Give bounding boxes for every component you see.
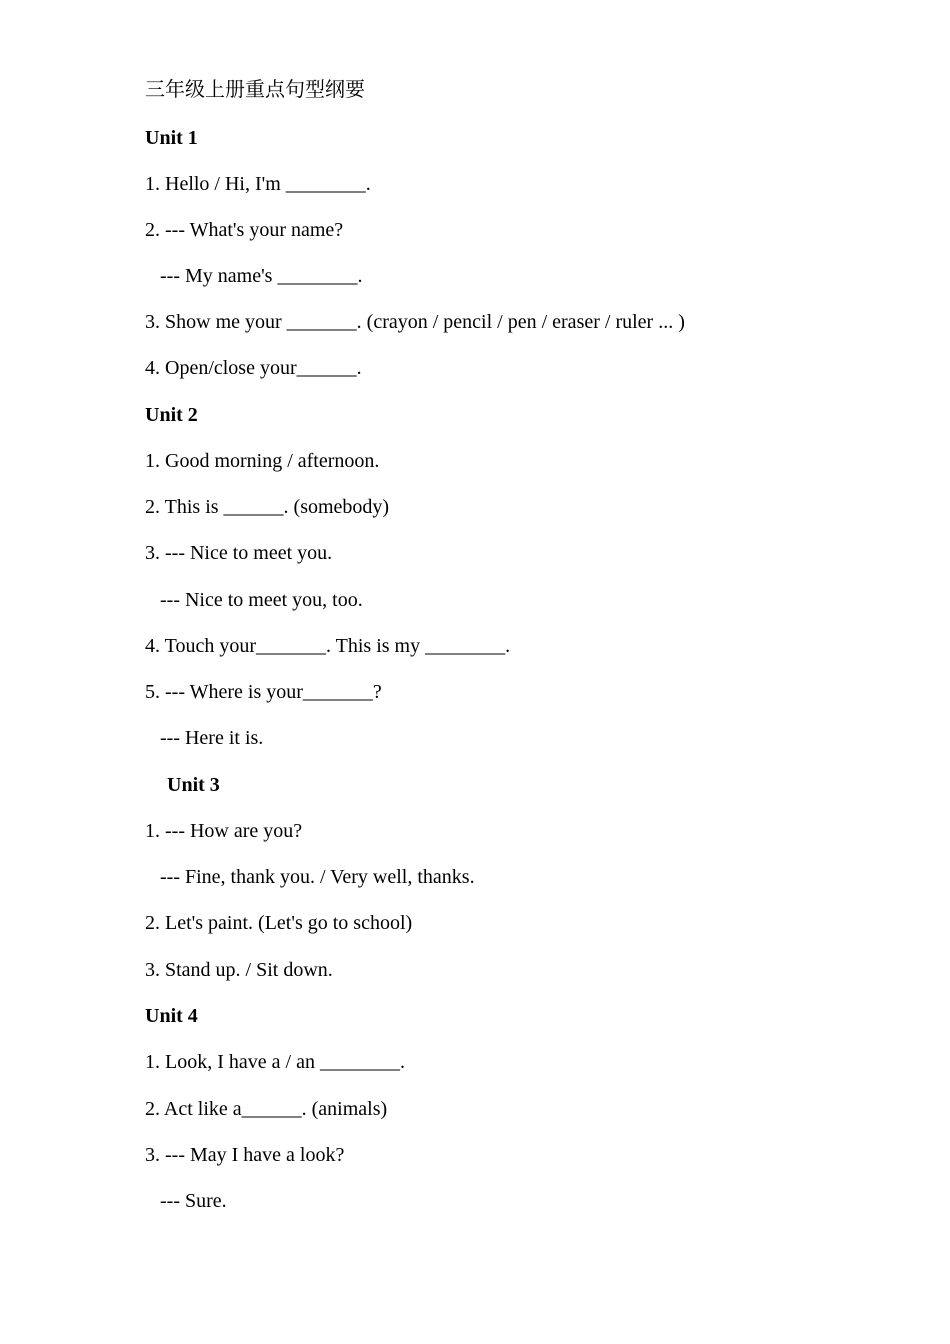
sentence-line: 1. Look, I have a / an ________. xyxy=(145,1051,405,1073)
sentence-line: 2. Let's paint. (Let's go to school) xyxy=(145,912,413,934)
unit-heading: Unit 2 xyxy=(145,404,198,426)
sentence-line: 2. --- What's your name? xyxy=(145,219,344,241)
sentence-line: 4. Touch your_______. This is my ________. xyxy=(145,635,511,657)
sentence-line: --- My name's ________. xyxy=(145,265,363,287)
sentence-line: --- Sure. xyxy=(145,1190,227,1212)
sentence-line: 1. Hello / Hi, I'm ________. xyxy=(145,173,371,195)
sentence-line: --- Nice to meet you, too. xyxy=(145,589,363,611)
unit-heading: Unit 3 xyxy=(167,774,220,796)
document-title: 三年级上册重点句型纲要 xyxy=(145,79,365,101)
sentence-line: 1. Good morning / afternoon. xyxy=(145,450,380,472)
sentence-line: 3. --- Nice to meet you. xyxy=(145,542,333,564)
sentence-line: --- Here it is. xyxy=(145,727,264,749)
sentence-line: 2. This is ______. (somebody) xyxy=(145,496,390,518)
sentence-line: 5. --- Where is your_______? xyxy=(145,681,382,703)
sentence-line: 3. Stand up. / Sit down. xyxy=(145,959,333,981)
sentence-line: --- Fine, thank you. / Very well, thanks. xyxy=(145,866,475,888)
unit-heading: Unit 1 xyxy=(145,127,198,149)
sentence-line: 1. --- How are you? xyxy=(145,820,303,842)
sentence-line: 3. --- May I have a look? xyxy=(145,1144,345,1166)
sentence-line: 3. Show me your _______. (crayon / pencil / pen / eraser / ruler ... ) xyxy=(145,311,685,333)
sentence-line: 4. Open/close your______. xyxy=(145,357,362,379)
unit-heading: Unit 4 xyxy=(145,1005,198,1027)
sentence-line: 2. Act like a______. (animals) xyxy=(145,1098,388,1120)
